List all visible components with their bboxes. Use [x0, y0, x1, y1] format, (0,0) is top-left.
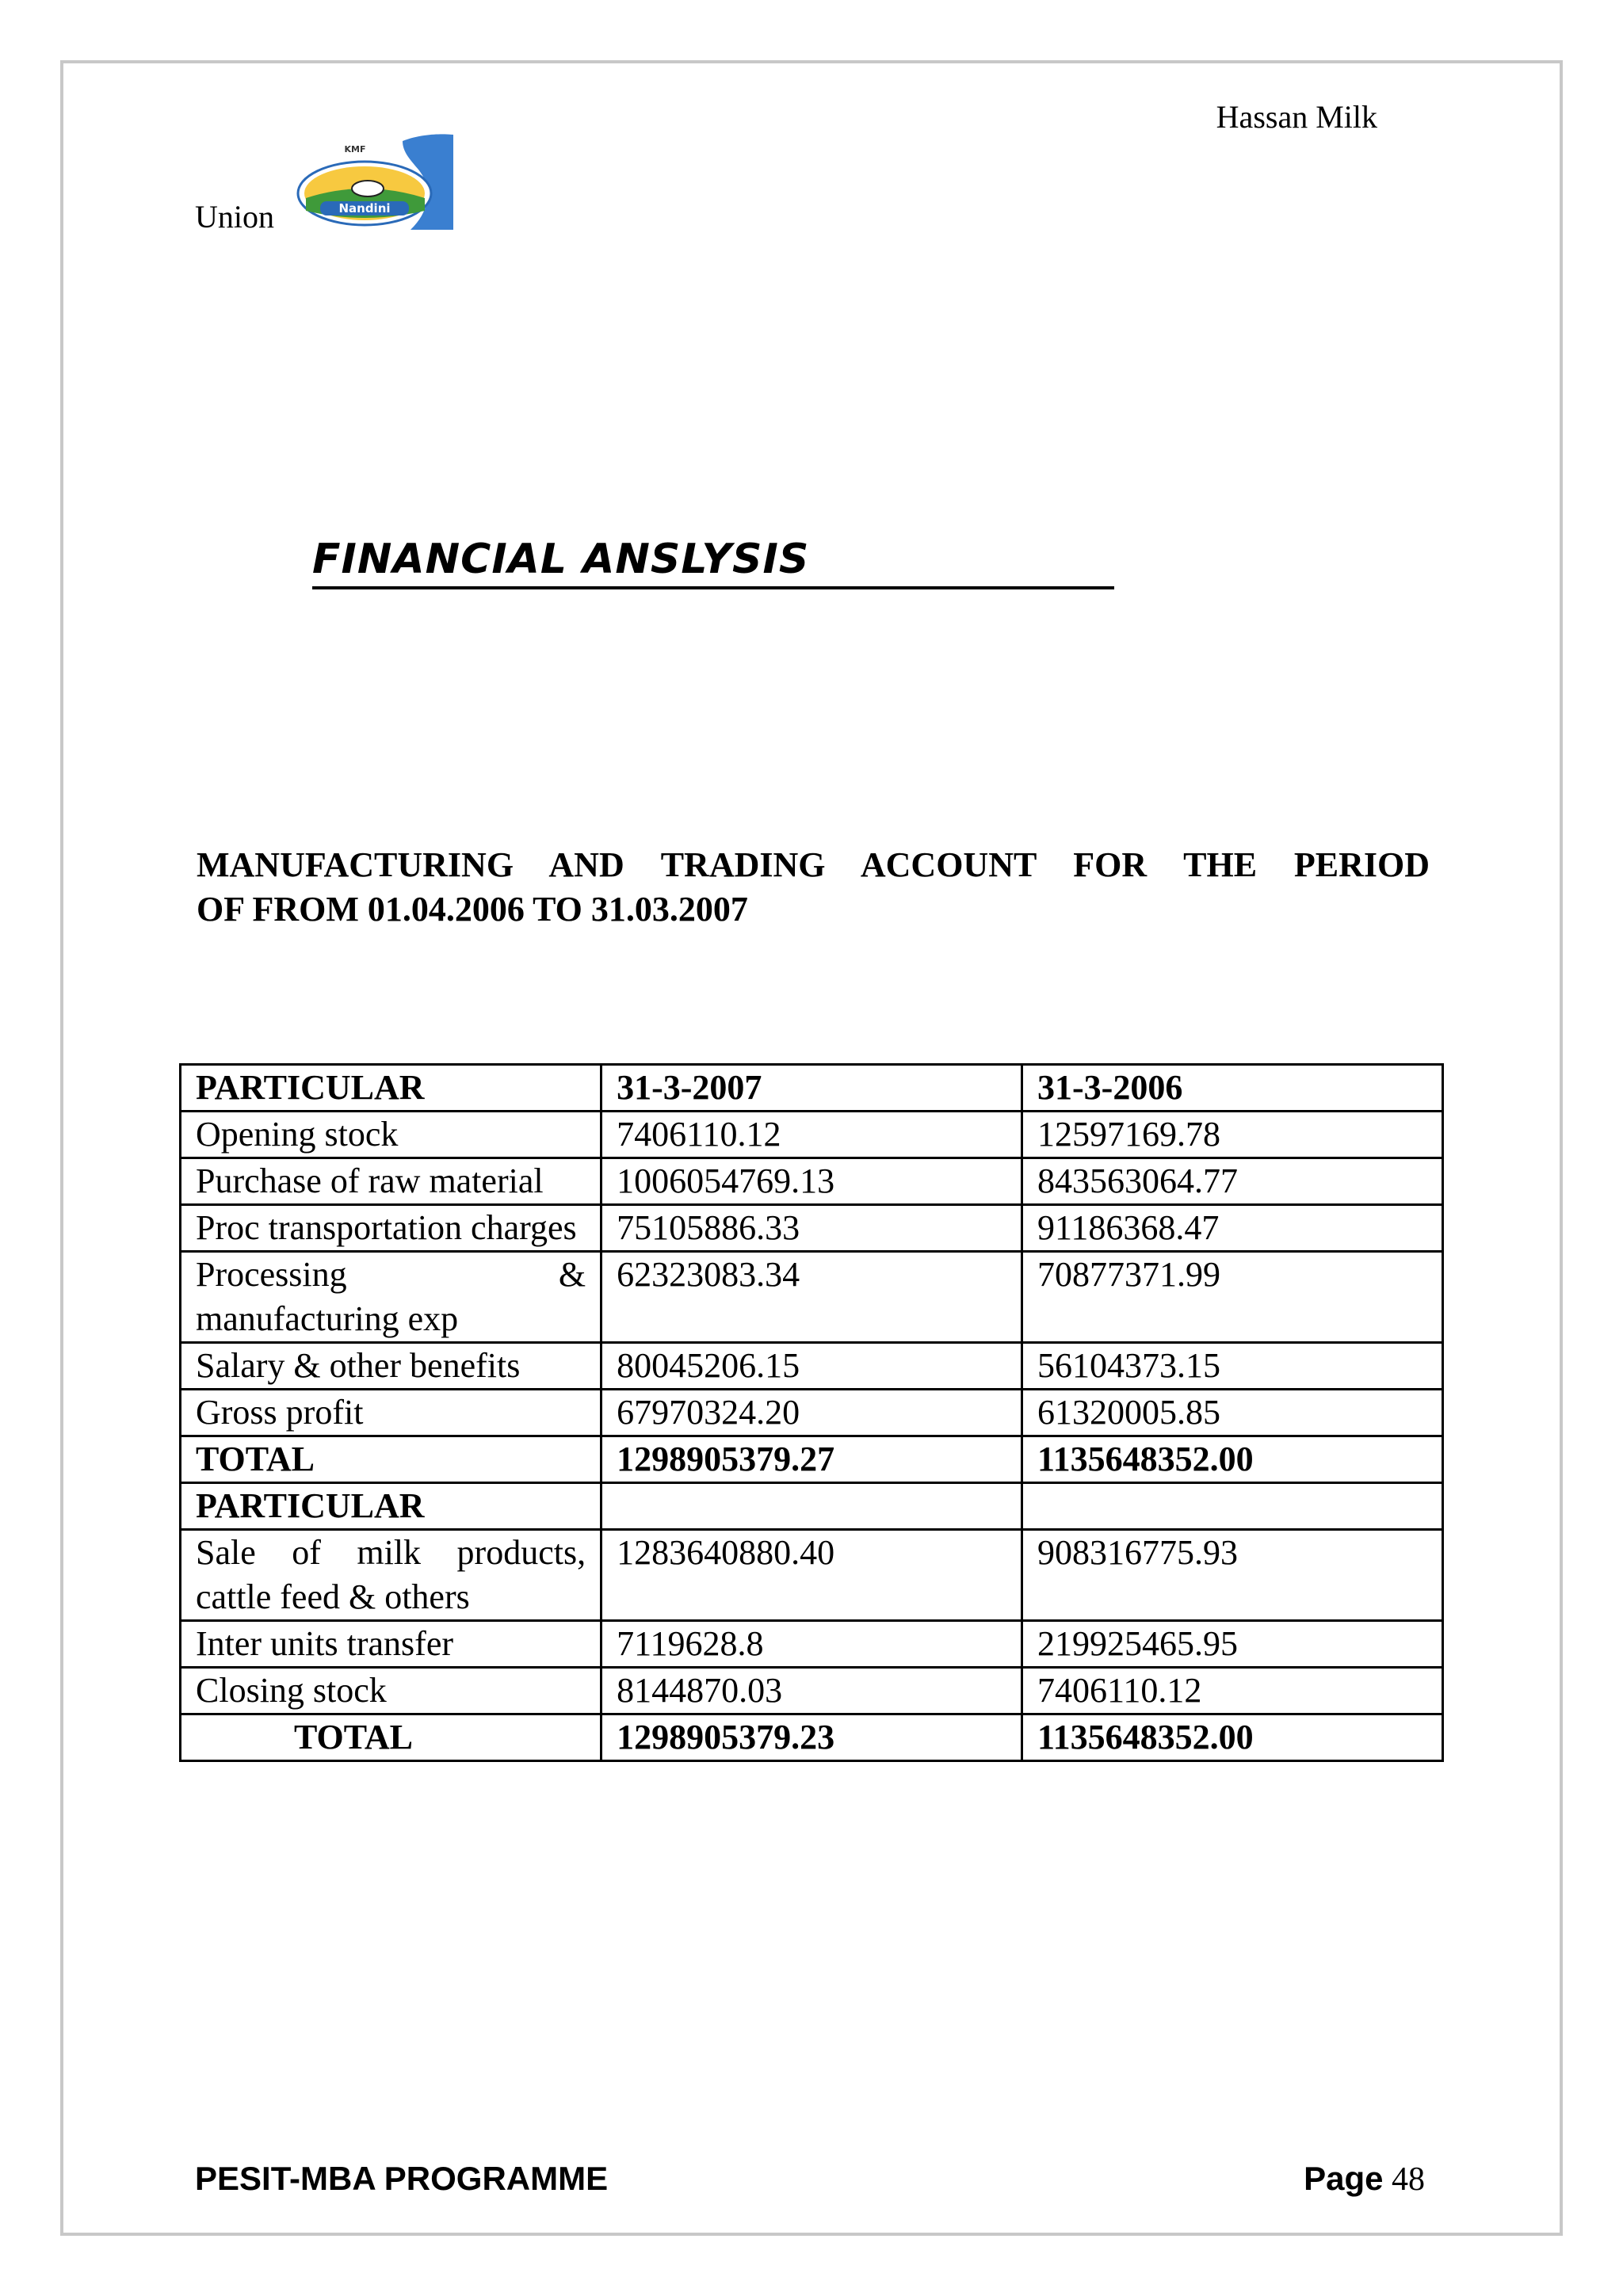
page-title: FINANCIAL ANSLYSIS [312, 536, 1114, 589]
account-heading [197, 843, 1430, 932]
footer-program: PESIT-MBA PROGRAMME [195, 2160, 609, 2197]
table-cell: 75105886.33 [601, 1205, 1022, 1252]
table-cell: Closing stock [181, 1668, 601, 1714]
table-cell: Gross profit [181, 1390, 601, 1436]
table-cell: 80045206.15 [601, 1343, 1022, 1390]
table-cell: 1283640880.40 [601, 1530, 1022, 1621]
table-cell: 61320005.85 [1022, 1390, 1443, 1436]
table-row [181, 1112, 1443, 1158]
table-cell: Sale of milk products, cattle feed & others [181, 1530, 601, 1621]
table-cell: Processing & manufacturing exp [181, 1252, 601, 1343]
table-row [181, 1530, 1443, 1621]
table-header-row [181, 1065, 1443, 1112]
footer-page [1304, 2160, 1425, 2199]
table-row [181, 1158, 1443, 1205]
table-cell: 62323083.34 [601, 1252, 1022, 1343]
account-heading-line1: MANUFACTURING AND TRADING ACCOUNT FOR THE PERIOD [197, 845, 1430, 884]
table-cell: Inter units transfer [181, 1621, 601, 1668]
header-org-name: Hassan Milk [1216, 99, 1377, 135]
table-cell: 70877371.99 [1022, 1252, 1443, 1343]
table-subheader-row [181, 1483, 1443, 1530]
footer-page-label: Page [1304, 2160, 1384, 2197]
table-cell: Salary & other benefits [181, 1343, 601, 1390]
logo-top-text: KMF [344, 144, 366, 154]
table-cell: 67970324.20 [601, 1390, 1022, 1436]
table-cell: 8144870.03 [601, 1668, 1022, 1714]
table-cell: 1298905379.27 [601, 1436, 1022, 1483]
table-row [181, 1343, 1443, 1390]
table-cell: Purchase of raw material [181, 1158, 601, 1205]
table-cell: 7119628.8 [601, 1621, 1022, 1668]
header-org-suffix: Union [195, 199, 274, 235]
table-cell: 843563064.77 [1022, 1158, 1443, 1205]
nandini-logo [292, 132, 453, 230]
table-cell: TOTAL [181, 1436, 601, 1483]
header-cell: 31-3-2006 [1022, 1065, 1443, 1112]
table-cell: Proc transportation charges [181, 1205, 601, 1252]
logo-brand-text: Nandini [338, 201, 391, 215]
header-cell: PARTICULAR [181, 1065, 601, 1112]
table-total-row [181, 1436, 1443, 1483]
account-heading-line2: OF FROM 01.04.2006 TO 31.03.2007 [197, 890, 748, 929]
table-cell: 1006054769.13 [601, 1158, 1022, 1205]
table-cell: PARTICULAR [181, 1483, 601, 1530]
header-cell: 31-3-2007 [601, 1065, 1022, 1112]
table-cell [1022, 1483, 1443, 1530]
table-cell: 12597169.78 [1022, 1112, 1443, 1158]
table-cell: 1135648352.00 [1022, 1714, 1443, 1761]
table-row [181, 1205, 1443, 1252]
table-cell: Opening stock [181, 1112, 601, 1158]
table-row [181, 1252, 1443, 1343]
footer-page-number: 48 [1392, 2161, 1425, 2198]
table-cell: 7406110.12 [601, 1112, 1022, 1158]
table-cell [601, 1483, 1022, 1530]
table-cell: 1298905379.23 [601, 1714, 1022, 1761]
table-cell: TOTAL [181, 1714, 601, 1761]
table-cell: 56104373.15 [1022, 1343, 1443, 1390]
table-row [181, 1390, 1443, 1436]
table-row [181, 1621, 1443, 1668]
financial-table [179, 1063, 1444, 1762]
table-cell: 219925465.95 [1022, 1621, 1443, 1668]
table-row [181, 1668, 1443, 1714]
table-cell: 908316775.93 [1022, 1530, 1443, 1621]
table-cell: 1135648352.00 [1022, 1436, 1443, 1483]
table-cell: 91186368.47 [1022, 1205, 1443, 1252]
table-total-row [181, 1714, 1443, 1761]
table-cell: 7406110.12 [1022, 1668, 1443, 1714]
